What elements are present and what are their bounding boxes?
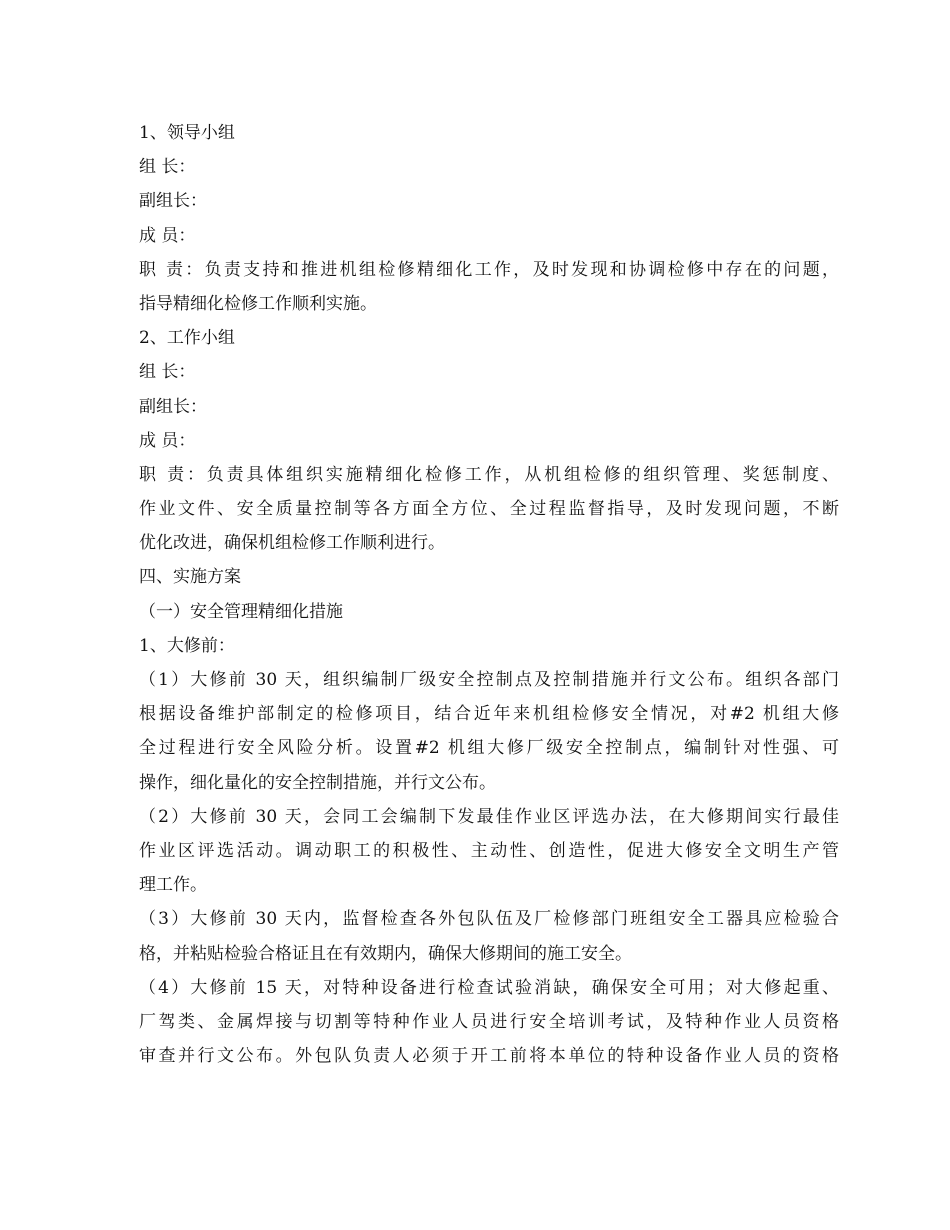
text-line: 根据设备维护部制定的检修项目，结合近年来机组检修安全情况，对#2 机组大修: [139, 704, 839, 725]
text-line: 成 员：: [139, 225, 196, 246]
text-line: 全过程进行安全风险分析。设置#2 机组大修厂级安全控制点，编制针对性强、可: [139, 738, 839, 759]
text-line: 成 员：: [139, 430, 196, 451]
text-line: 审查并行文公布。外包队负责人必须于开工前将本单位的特种设备作业人员的资格: [139, 1046, 839, 1067]
text-line: 优化改进，确保机组检修工作顺利进行。: [139, 533, 445, 554]
text-line: 副组长：: [139, 396, 207, 417]
text-line: 职 责：负责具体组织实施精细化检修工作，从机组检修的组织管理、奖惩制度、: [139, 464, 839, 485]
text-line: 组 长：: [139, 362, 196, 383]
text-line: 理工作。: [139, 875, 207, 896]
text-line: 作业区评选活动。调动职工的积极性、主动性、创造性，促进大修安全文明生产管: [139, 840, 839, 861]
text-line: 组 长：: [139, 157, 196, 178]
text-line: 职 责：负责支持和推进机组检修精细化工作，及时发现和协调检修中存在的问题，: [139, 259, 839, 280]
text-line: 格，并粘贴检验合格证且在有效期内，确保大修期间的施工安全。: [139, 943, 632, 964]
text-line: （一）安全管理精细化措施: [139, 601, 343, 622]
text-line: （2）大修前 30 天，会同工会编制下发最佳作业区评选办法，在大修期间实行最佳: [139, 806, 839, 827]
text-line: 1、领导小组: [139, 123, 235, 143]
text-line: 作业文件、安全质量控制等各方面全方位、全过程监督指导，及时发现问题，不断: [139, 499, 839, 520]
text-line: 指导精细化检修工作顺利实施。: [139, 293, 377, 314]
text-line: 四、实施方案: [139, 567, 241, 588]
text-line: 副组长：: [139, 191, 207, 212]
document-body: [139, 116, 839, 1073]
text-line: 厂驾类、金属焊接与切割等特种作业人员进行安全培训考试，及特种作业人员资格: [139, 1011, 839, 1032]
text-line: （4）大修前 15 天，对特种设备进行检查试验消缺，确保安全可用；对大修起重、: [139, 977, 839, 998]
text-line: 操作，细化量化的安全控制措施，并行文公布。: [139, 772, 496, 793]
text-line: （3）大修前 30 天内，监督检查各外包队伍及厂检修部门班组安全工器具应检验合: [139, 909, 839, 930]
text-line: 1、大修前：: [139, 635, 235, 656]
text-line: （1）大修前 30 天，组织编制厂级安全控制点及控制措施并行文公布。组织各部门: [139, 670, 839, 690]
text-line: 2、工作小组: [139, 328, 235, 349]
